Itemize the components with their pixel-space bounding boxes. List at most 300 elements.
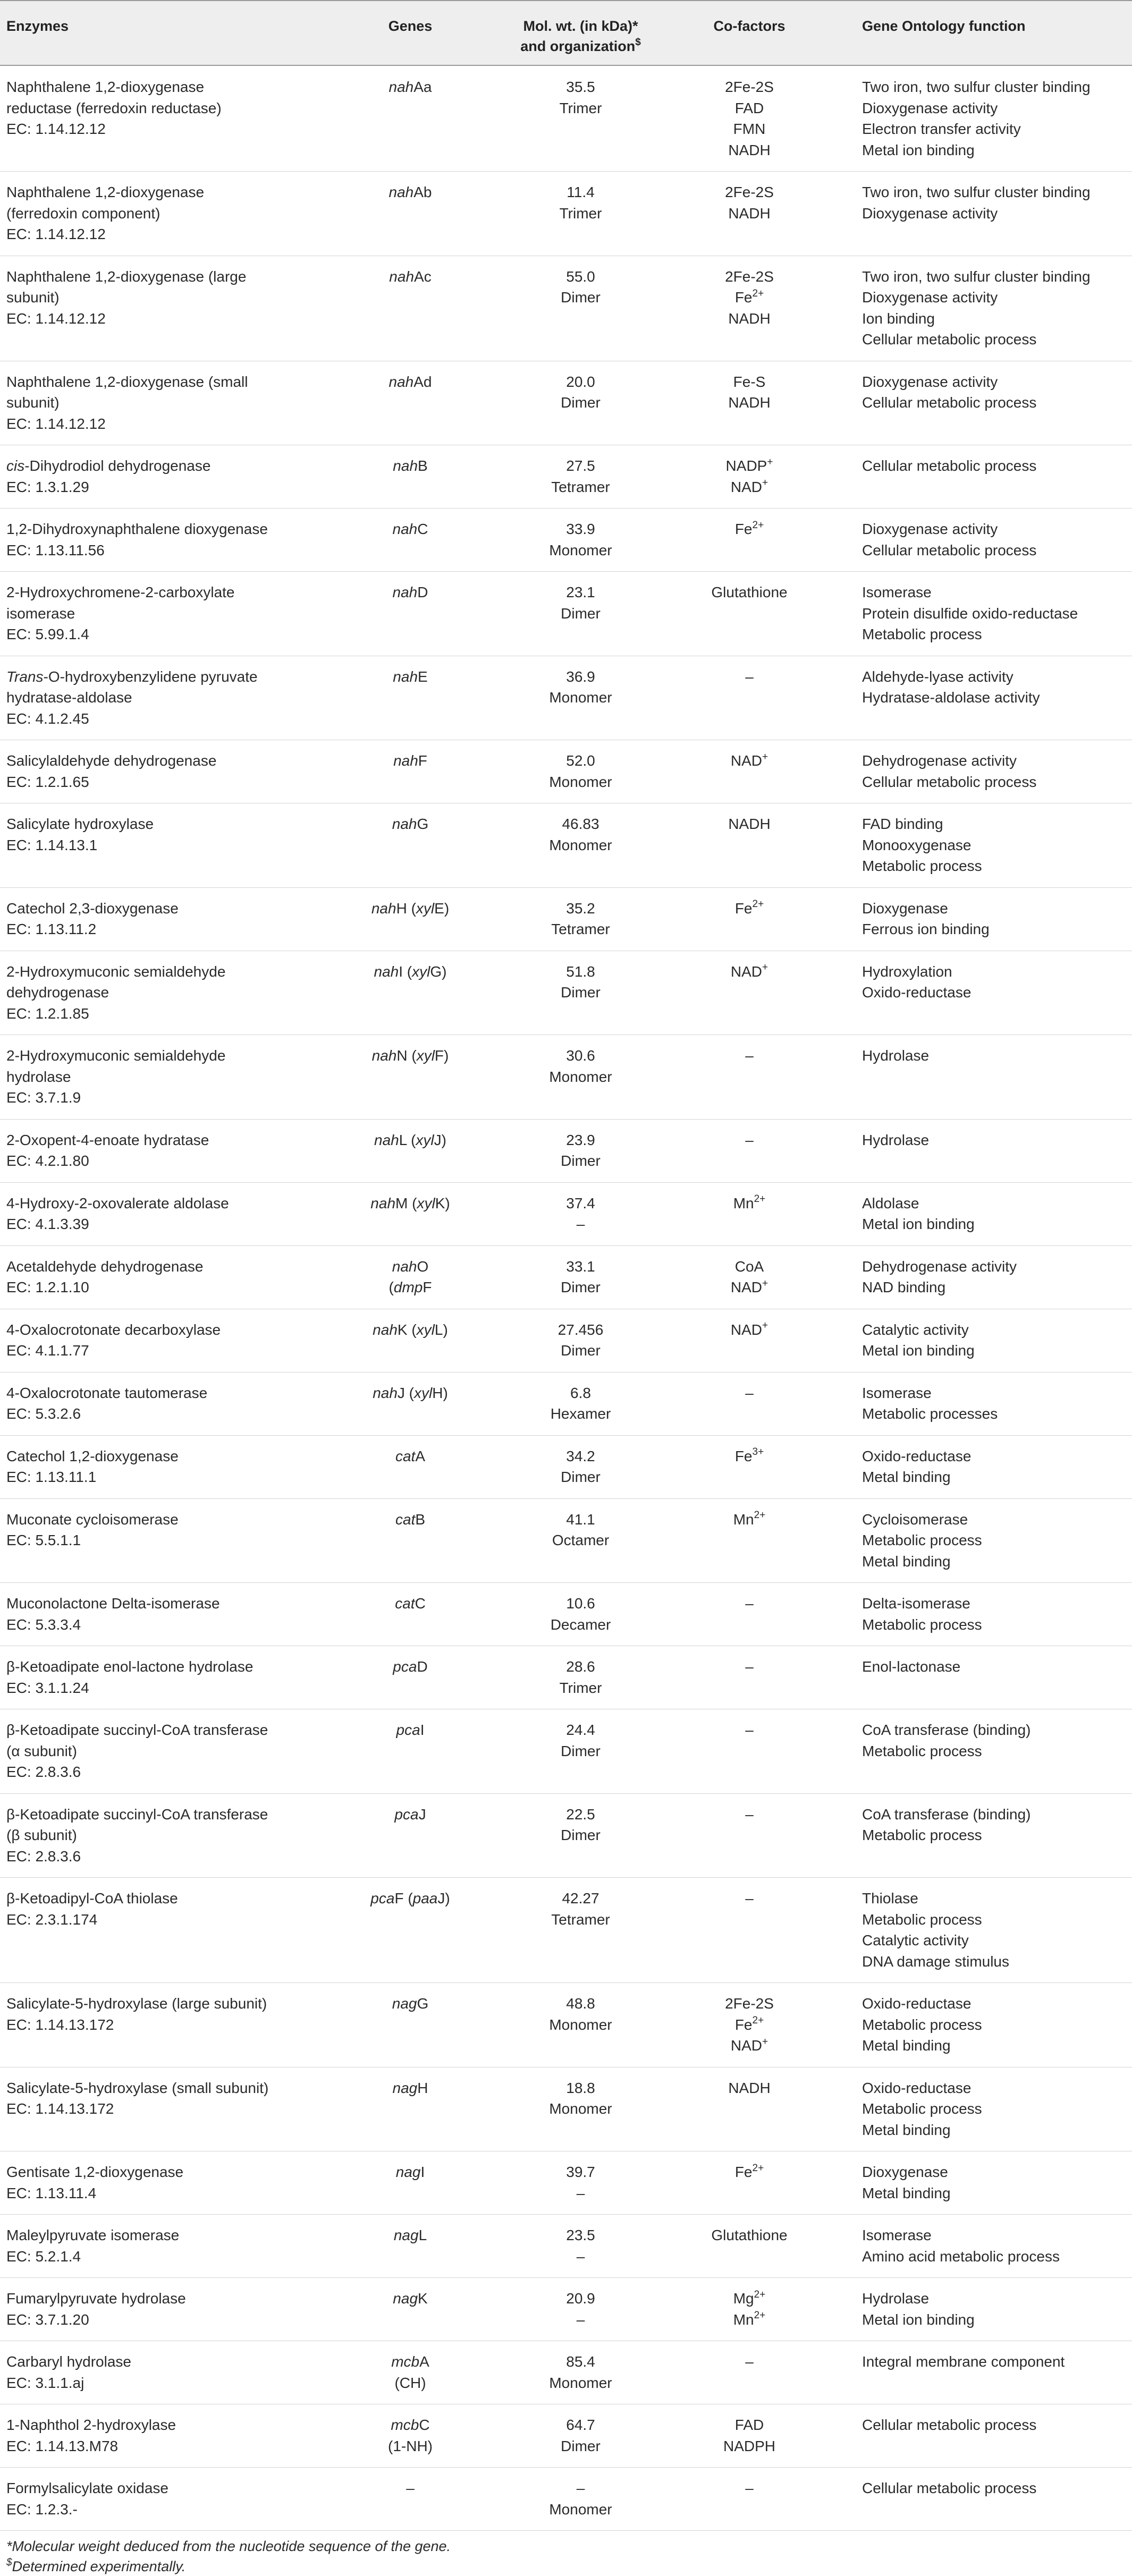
- cell-text: 51.8: [566, 963, 595, 980]
- cell-text: Tetramer: [551, 478, 610, 495]
- cell-go-function: [862, 1993, 1128, 2056]
- cell-cofactors: [689, 266, 810, 329]
- cell-line: [862, 1403, 1128, 1425]
- cell-text: NAD: [730, 752, 762, 769]
- cell-line: [363, 1383, 458, 1404]
- cell-text: Ferrous ion binding: [862, 921, 990, 937]
- cell-line: [862, 1214, 1128, 1235]
- header-mol-wt: [492, 16, 670, 56]
- cell-go-function: [862, 519, 1128, 561]
- cell-mol-wt: [492, 266, 670, 308]
- cell-text: nag: [395, 2164, 421, 2180]
- cell-line: [862, 666, 1128, 688]
- cell-line: [492, 1467, 670, 1488]
- cell-text: NADH: [728, 2079, 771, 2096]
- cell-go-function: [862, 1193, 1128, 1235]
- cell-gene: [363, 2078, 458, 2099]
- cell-line: [6, 2014, 352, 2036]
- cell-line: [6, 1277, 352, 1298]
- cell-text: B: [418, 457, 428, 474]
- cell-text: Catechol 1,2-dioxygenase: [6, 1447, 179, 1464]
- cell-text: 27.456: [557, 1321, 604, 1338]
- cell-text: 2Fe-2S: [725, 184, 774, 200]
- cell-text: Tetramer: [551, 921, 610, 937]
- cell-text: FAD: [734, 2417, 764, 2433]
- cell-line: [492, 2078, 670, 2099]
- cell-gene: [363, 2162, 458, 2183]
- table-row: [0, 1982, 1132, 2067]
- cell-text: 1,2-Dihydroxynaphthalene dioxygenase: [6, 521, 268, 537]
- cell-line: [862, 308, 1128, 329]
- cell-line: [6, 1446, 352, 1467]
- cell-line: [862, 582, 1128, 603]
- cell-line: [862, 1383, 1128, 1404]
- cell-text: Aa: [413, 79, 432, 95]
- cell-text: subunit): [6, 394, 60, 411]
- cell-line: [492, 2014, 670, 2036]
- cell-text: 41.1: [566, 1511, 595, 1528]
- cell-enzyme: [6, 182, 352, 245]
- cell-gene: [363, 1130, 458, 1151]
- cell-line: [363, 961, 458, 982]
- cell-cofactors: [689, 2351, 810, 2372]
- table-row: [0, 2341, 1132, 2404]
- cell-text: EC: 1.14.12.12: [6, 415, 106, 432]
- cell-cofactors: [689, 2414, 810, 2456]
- cell-go-function: [862, 2162, 1128, 2204]
- cell-text: –: [406, 2480, 415, 2496]
- cell-text: Glutathione: [711, 584, 788, 600]
- header-mol-wt-line1: Mol. wt. (in kDa)*: [523, 18, 638, 34]
- cell-enzyme: [6, 2225, 352, 2267]
- cell-line: [6, 961, 352, 982]
- cell-line: [6, 1003, 352, 1024]
- cell-text: NADH: [728, 310, 771, 327]
- cell-text: Metabolic process: [862, 1911, 982, 1928]
- cell-text: Metal ion binding: [862, 141, 975, 158]
- cell-line: [492, 1593, 670, 1614]
- cell-text: –: [576, 2311, 585, 2328]
- cell-text: paa: [412, 1890, 438, 1906]
- cell-text: Hexamer: [550, 1405, 611, 1422]
- cell-enzyme: [6, 1130, 352, 1172]
- cell-line: [492, 2478, 670, 2499]
- cell-text: 22.5: [566, 1806, 595, 1823]
- cell-mol-wt: [492, 1593, 670, 1635]
- cell-line: [492, 1993, 670, 2014]
- cell-go-function: [862, 750, 1128, 792]
- cell-text: Hydrolase: [862, 1047, 930, 1064]
- cell-cofactors: [689, 1383, 810, 1404]
- cell-line: [492, 1804, 670, 1825]
- cell-text: 33.9: [566, 521, 595, 537]
- cell-go-function: [862, 898, 1128, 940]
- cell-line: [862, 1909, 1128, 1930]
- table-row: [0, 951, 1132, 1036]
- cell-mol-wt: [492, 961, 670, 1003]
- cell-line: [363, 1045, 458, 1066]
- cell-text: D: [417, 584, 428, 600]
- cell-text: 4-Oxalocrotonate decarboxylase: [6, 1321, 221, 1338]
- cell-gene: [363, 77, 458, 98]
- cell-line: [6, 392, 352, 413]
- cell-line: [492, 1256, 670, 1277]
- cell-text: Two iron, two sulfur cluster binding: [862, 184, 1091, 200]
- cell-line: [689, 203, 810, 224]
- cell-line: [363, 77, 458, 98]
- cell-line: [862, 1656, 1128, 1677]
- cell-text: 48.8: [566, 1995, 595, 2012]
- cell-text: -Dihydrodiol dehydrogenase: [24, 457, 211, 474]
- cell-line: [363, 1593, 458, 1614]
- cell-line: [363, 1446, 458, 1467]
- cell-text: –: [745, 2353, 754, 2370]
- cell-text: Fumarylpyruvate hydrolase: [6, 2290, 186, 2307]
- cell-line: [6, 2309, 352, 2331]
- table-row: [0, 1182, 1132, 1246]
- cell-gene: [363, 2225, 458, 2246]
- cell-gene: [363, 182, 458, 203]
- cell-line: [492, 1909, 670, 1930]
- cell-text: –: [576, 2248, 585, 2265]
- cell-text: pca: [396, 1722, 420, 1738]
- cell-text: EC: 1.14.13.172: [6, 2100, 114, 2117]
- cell-text: +: [762, 1277, 768, 1289]
- cell-enzyme: [6, 2414, 352, 2456]
- cell-text: Mg: [733, 2290, 754, 2307]
- cell-text: nah: [371, 1047, 397, 1064]
- cell-text: NAD binding: [862, 1279, 946, 1295]
- cell-line: [862, 1130, 1128, 1151]
- cell-text: nah: [393, 752, 418, 769]
- cell-gene: [363, 2414, 458, 2456]
- cell-text: K): [435, 1194, 450, 1211]
- cell-text: Cellular metabolic process: [862, 331, 1037, 348]
- cell-enzyme: [6, 1045, 352, 1108]
- cell-text: (α subunit): [6, 1742, 77, 1759]
- cell-line: [862, 1825, 1128, 1846]
- cell-line: [492, 1340, 670, 1361]
- cell-text: NADH: [728, 816, 771, 832]
- cell-line: [363, 814, 458, 835]
- cell-line: [6, 2478, 352, 2499]
- cell-line: [862, 982, 1128, 1003]
- cell-text: hydrolase: [6, 1068, 71, 1085]
- cell-text: EC: 1.13.11.1: [6, 1469, 97, 1485]
- cell-line: [689, 1719, 810, 1741]
- cell-gene: [363, 750, 458, 772]
- cell-mol-wt: [492, 1045, 670, 1087]
- cell-line: [492, 392, 670, 413]
- cell-gene: [363, 1656, 458, 1677]
- cell-line: [862, 1530, 1128, 1551]
- cell-line: [862, 140, 1128, 161]
- cell-text: Dimer: [561, 2437, 601, 2454]
- cell-text: EC: 1.2.3.-: [6, 2501, 78, 2518]
- cell-line: [6, 1804, 352, 1825]
- cell-line: [363, 1319, 458, 1341]
- cell-text: EC: 4.1.2.45: [6, 710, 89, 727]
- cell-cofactors: [689, 666, 810, 688]
- footnote-experimental: [6, 2557, 185, 2576]
- cell-line: [6, 1340, 352, 1361]
- cell-text: 23.1: [566, 584, 595, 600]
- cell-text: Metal binding: [862, 2121, 951, 2138]
- cell-line: [862, 2246, 1128, 2267]
- cell-text: Protein disulfide oxido-reductase: [862, 605, 1078, 622]
- cell-line: [492, 1614, 670, 1636]
- cell-line: [862, 2478, 1128, 2499]
- cell-line: [492, 1530, 670, 1551]
- cell-go-function: [862, 1045, 1128, 1066]
- cell-text: Monomer: [549, 541, 612, 558]
- cell-line: [862, 1340, 1128, 1361]
- cell-line: [689, 2351, 810, 2372]
- cell-line: [862, 266, 1128, 287]
- cell-line: [492, 77, 670, 98]
- cell-cofactors: [689, 182, 810, 224]
- cell-text: –: [745, 1890, 754, 1906]
- cell-gene: [363, 1593, 458, 1614]
- cell-text: nag: [392, 2079, 418, 2096]
- cell-go-function: [862, 1446, 1128, 1488]
- cell-text: Hydroxylation: [862, 963, 952, 980]
- cell-gene: [363, 2288, 458, 2309]
- cell-line: [492, 1130, 670, 1151]
- cell-line: [6, 666, 352, 688]
- cell-text: 34.2: [566, 1447, 595, 1464]
- cell-line: [363, 266, 458, 287]
- cell-enzyme: [6, 814, 352, 855]
- cell-text: Formylsalicylate oxidase: [6, 2480, 168, 2496]
- table-row: [0, 2151, 1132, 2215]
- cell-line: [689, 666, 810, 688]
- cell-go-function: [862, 371, 1128, 413]
- cell-cofactors: [689, 2078, 810, 2099]
- cell-text: Monomer: [549, 2016, 612, 2033]
- cell-text: EC: 4.1.3.39: [6, 1216, 89, 1232]
- header-enzymes: Enzymes: [6, 18, 69, 34]
- cell-text: β-Ketoadipate enol-lactone hydrolase: [6, 1658, 254, 1675]
- cell-text: 23.5: [566, 2227, 595, 2243]
- cell-line: [492, 582, 670, 603]
- cell-text: Carbaryl hydrolase: [6, 2353, 131, 2370]
- cell-text: EC: 3.7.1.9: [6, 1089, 81, 1106]
- cell-gene: [363, 519, 458, 540]
- cell-text: Oxido-reductase: [862, 984, 972, 1001]
- cell-go-function: [862, 1804, 1128, 1846]
- cell-text: 2-Oxopent-4-enoate hydratase: [6, 1131, 209, 1148]
- cell-text: –: [745, 1047, 754, 1064]
- cell-text: (ferredoxin component): [6, 205, 160, 222]
- cell-line: [6, 2351, 352, 2372]
- cell-gene: [363, 1256, 458, 1298]
- cell-text: Metabolic process: [862, 1616, 982, 1633]
- cell-text: Metal ion binding: [862, 1216, 975, 1232]
- cell-text: Oxido-reductase: [862, 1447, 972, 1464]
- cell-line: [689, 2035, 810, 2056]
- cell-line: [6, 1045, 352, 1066]
- cell-cofactors: [689, 1319, 810, 1341]
- table-row: [0, 1877, 1132, 1983]
- cell-line: [6, 2414, 352, 2436]
- cell-line: [6, 1741, 352, 1762]
- cell-text: Monomer: [549, 2100, 612, 2117]
- cell-line: [862, 919, 1128, 940]
- cell-gene: [363, 1719, 458, 1741]
- cell-line: [862, 814, 1128, 835]
- cell-line: [689, 1045, 810, 1066]
- cell-text: J): [437, 1890, 450, 1906]
- cell-line: [363, 1719, 458, 1741]
- cell-line: [689, 519, 810, 540]
- cell-line: [492, 1045, 670, 1066]
- cell-line: [689, 961, 810, 982]
- cell-text: Dehydrogenase activity: [862, 752, 1017, 769]
- cell-go-function: [862, 1593, 1128, 1635]
- cell-enzyme: [6, 666, 352, 730]
- cell-line: [862, 1193, 1128, 1214]
- cell-text: Dimer: [561, 1469, 601, 1485]
- cell-text: Ad: [413, 373, 432, 390]
- cell-text: Dioxygenase activity: [862, 289, 998, 306]
- cell-cofactors: [689, 2162, 810, 2183]
- cell-text: Maleylpyruvate isomerase: [6, 2227, 180, 2243]
- cell-gene: [363, 1045, 458, 1066]
- cell-text: (1-NH): [388, 2437, 433, 2454]
- cell-line: [862, 1319, 1128, 1341]
- cell-text: Dioxygenase activity: [862, 205, 998, 222]
- cell-text: Metal binding: [862, 1553, 951, 1570]
- cell-line: [862, 1804, 1128, 1825]
- cell-text: L: [418, 2227, 427, 2243]
- cell-line: [862, 2225, 1128, 2246]
- cell-text: Hydrolase: [862, 1131, 930, 1148]
- cell-text: –: [576, 2184, 585, 2201]
- table-row: [0, 171, 1132, 256]
- cell-line: [862, 2288, 1128, 2309]
- cell-cofactors: [689, 77, 810, 160]
- cell-line: [492, 772, 670, 793]
- cell-cofactors: [689, 582, 810, 603]
- cell-line: [6, 224, 352, 245]
- cell-text: nah: [388, 373, 414, 390]
- cell-text: K: [418, 2290, 428, 2307]
- cell-line: [6, 1888, 352, 1909]
- cell-line: [6, 1719, 352, 1741]
- cell-text: J): [434, 1131, 446, 1148]
- cell-text: Metal ion binding: [862, 1342, 975, 1359]
- cell-text: C: [417, 521, 428, 537]
- cell-go-function: [862, 814, 1128, 877]
- cell-line: [689, 1277, 810, 1298]
- cell-text: Dioxygenase activity: [862, 99, 998, 116]
- cell-enzyme: [6, 1193, 352, 1235]
- cell-text: Dimer: [561, 289, 601, 306]
- cell-cofactors: [689, 1719, 810, 1741]
- cell-text: –: [745, 1722, 754, 1738]
- cell-text: 52.0: [566, 752, 595, 769]
- cell-text: Dioxygenase: [862, 900, 948, 917]
- cell-gene: [363, 1888, 458, 1909]
- cell-text: 2Fe-2S: [725, 79, 774, 95]
- cell-text: Ac: [414, 268, 432, 285]
- cell-enzyme: [6, 1719, 352, 1783]
- cell-mol-wt: [492, 1256, 670, 1298]
- cell-line: [363, 666, 458, 688]
- cell-line: [363, 2372, 458, 2394]
- cell-enzyme: [6, 455, 352, 497]
- table-row: [0, 1245, 1132, 1309]
- cell-gene: [363, 266, 458, 287]
- cell-text: 11.4: [567, 184, 595, 200]
- footnote-text: Determined experimentally.: [12, 2558, 186, 2574]
- cell-enzyme: [6, 1319, 352, 1361]
- cell-line: [689, 1888, 810, 1909]
- cell-text: FAD binding: [862, 816, 943, 832]
- cell-line: [492, 666, 670, 688]
- cell-line: [689, 1656, 810, 1677]
- cell-line: [6, 118, 352, 140]
- cell-line: [862, 118, 1128, 140]
- cell-enzyme: [6, 1383, 352, 1425]
- cell-gene: [363, 1509, 458, 1530]
- cell-text: 33.1: [566, 1258, 595, 1275]
- cell-text: E: [418, 668, 428, 685]
- cell-text: Dimer: [561, 605, 601, 622]
- cell-cofactors: [689, 2478, 810, 2499]
- cell-enzyme: [6, 77, 352, 140]
- cell-enzyme: [6, 1256, 352, 1298]
- cell-cofactors: [689, 1446, 810, 1467]
- cell-text: 42.27: [562, 1890, 599, 1906]
- cell-line: [862, 203, 1128, 224]
- cell-line: [862, 1045, 1128, 1066]
- cell-line: [363, 1993, 458, 2014]
- cell-text: 36.9: [566, 668, 595, 685]
- cell-text: +: [762, 962, 768, 973]
- cell-text: NADH: [728, 394, 771, 411]
- cell-line: [862, 750, 1128, 772]
- cell-mol-wt: [492, 2351, 670, 2393]
- cell-line: [492, 1277, 670, 1298]
- cell-line: [6, 455, 352, 477]
- cell-text: 27.5: [566, 457, 595, 474]
- cell-text: pca: [393, 1658, 417, 1675]
- cell-text: EC: 3.7.1.20: [6, 2311, 89, 2328]
- cell-line: [363, 2478, 458, 2499]
- cell-text: nah: [388, 184, 414, 200]
- cell-line: [862, 2309, 1128, 2331]
- cell-text: NAD: [730, 963, 762, 980]
- cell-text: (: [388, 1279, 394, 1295]
- cell-line: [492, 1825, 670, 1846]
- cell-go-function: [862, 455, 1128, 477]
- cell-line: [492, 2162, 670, 2183]
- cell-enzyme: [6, 1446, 352, 1488]
- cell-text: Glutathione: [711, 2227, 788, 2243]
- cell-text: –: [745, 1595, 754, 1612]
- cell-text: xyl: [416, 900, 435, 917]
- cell-text: Isomerase: [862, 1384, 932, 1401]
- cell-text: Oxido-reductase: [862, 2079, 972, 2096]
- cell-mol-wt: [492, 898, 670, 940]
- cell-text: nah: [392, 816, 417, 832]
- cell-text: Metabolic process: [862, 626, 982, 642]
- cell-line: [689, 287, 810, 308]
- cell-line: [862, 603, 1128, 624]
- cell-line: [689, 1383, 810, 1404]
